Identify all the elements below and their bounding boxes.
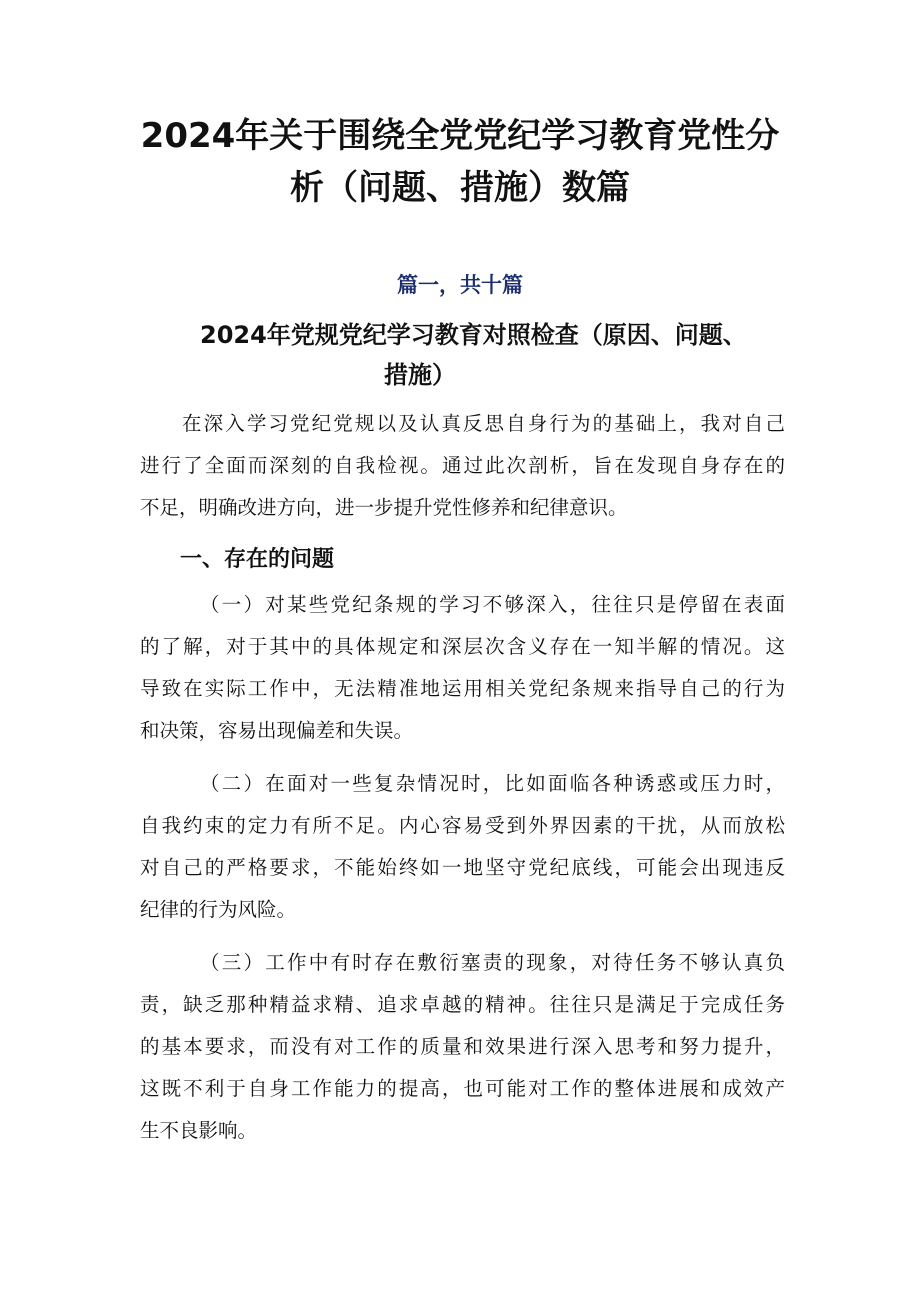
- document-title: [130, 110, 790, 214]
- intro-line: 在深入学习党纪党规以及认真反思自身行为的基础上，我对自己: [182, 412, 785, 435]
- article-title: [140, 315, 780, 395]
- document-title-line-1: 2024年关于围绕全党党纪学习教育党性分: [140, 116, 780, 156]
- intro-line: 不足，明确改进方向，进一步提升党性修养和纪律意识。: [140, 496, 628, 519]
- article-title-line-2: 措施）: [384, 361, 456, 389]
- item-line: （一）对某些党纪条规的学习不够深入，往往只是停留在表面: [200, 593, 785, 616]
- item-line: 自我约束的定力有所不足。内心容易受到外界因素的干扰，从而放松: [140, 814, 785, 837]
- item-line: 纪律的行为风险。: [140, 898, 297, 921]
- article-title-line-1: 2024年党规党纪学习教育对照检查（原因、问题、: [200, 321, 747, 349]
- document-title-line-2: 析（问题、措施）数篇: [290, 168, 630, 208]
- article-index: 篇一，共十篇: [397, 273, 523, 297]
- problem-item-3: [140, 942, 785, 1152]
- item-line: 导致在实际工作中，无法精准地运用相关党纪条规来指导自己的行为: [140, 677, 785, 700]
- problem-item-1: [140, 584, 785, 752]
- item-line: 生不良影响。: [140, 1119, 258, 1142]
- item-line: 的基本要求，而没有对工作的质量和效果进行深入思考和努力提升，: [140, 1035, 785, 1058]
- intro-paragraph: [140, 403, 785, 529]
- item-line: （二）在面对一些复杂情况时，比如面临各种诱惑或压力时，: [200, 772, 785, 795]
- section-heading-problems: 一、存在的问题: [180, 547, 335, 572]
- item-line: 的了解，对于其中的具体规定和深层次含义存在一知半解的情况。这: [140, 635, 785, 658]
- intro-line: 进行了全面而深刻的自我检视。通过此次剖析，旨在发现自身存在的: [140, 454, 785, 477]
- item-line: 这既不利于自身工作能力的提高，也可能对工作的整体进展和成效产: [140, 1077, 785, 1100]
- problem-item-2: [140, 763, 785, 931]
- item-line: （三）工作中有时存在敷衍塞责的现象，对待任务不够认真负: [200, 951, 785, 974]
- item-line: 责，缺乏那种精益求精、追求卓越的精神。往往只是满足于完成任务: [140, 993, 785, 1016]
- item-line: 和决策，容易出现偏差和失误。: [140, 719, 414, 742]
- item-line: 对自己的严格要求，不能始终如一地坚守党纪底线，可能会出现违反: [140, 856, 785, 879]
